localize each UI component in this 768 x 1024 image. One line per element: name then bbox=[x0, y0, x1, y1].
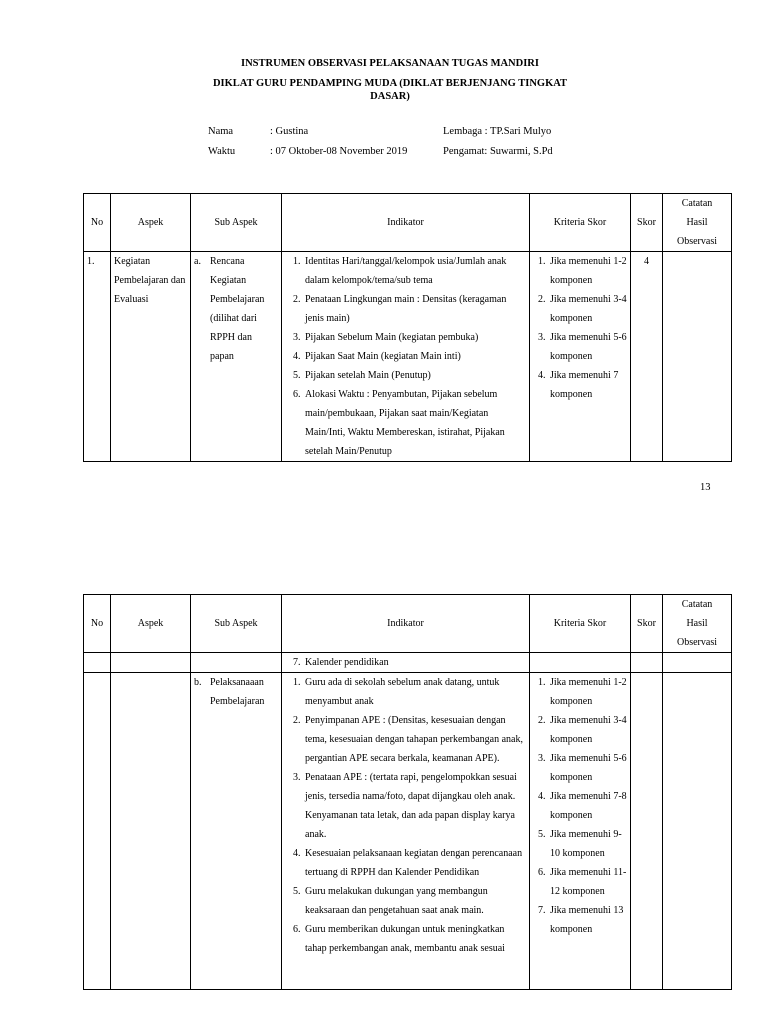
sub-aspek-marker: a. bbox=[194, 256, 201, 267]
row-aspek: Kegiatan Pembelajaran dan Evaluasi bbox=[111, 252, 191, 462]
row-kriteria bbox=[530, 673, 631, 990]
pengamat-field: Pengamat: Suwarmi, S.Pd bbox=[443, 146, 553, 157]
row-indikator bbox=[282, 252, 530, 462]
carry-indikator bbox=[282, 653, 530, 673]
table-row bbox=[84, 653, 732, 673]
list-item: 2. Penataan Lingkungan main : Densitas (keragaman jenis main) bbox=[303, 290, 526, 328]
indikator-list bbox=[285, 673, 526, 958]
carry-no bbox=[84, 653, 111, 673]
list-item: 1. Jika memenuhi 1-2 komponen bbox=[548, 252, 627, 290]
catatan-line-2: Hasil bbox=[686, 618, 708, 629]
table-row bbox=[84, 673, 732, 990]
list-item: 3. Penataan APE : (tertata rapi, pengelompokkan sesuai jenis, tersedia nama/foto, dapat dijangkau oleh anak. Kenyamanan tata letak, dan ada papan display karya anak. bbox=[303, 768, 526, 844]
carry-sub-aspek bbox=[191, 653, 282, 673]
catatan-line-3: Observasi bbox=[677, 236, 717, 247]
row-aspek bbox=[111, 673, 191, 990]
list-item: 2. Penyimpanan APE : (Densitas, kesesuaian dengan tema, kesesuaian dengan tahapan perkembangan anak, pergantian APE secara berkala, keamanan APE). bbox=[303, 711, 526, 768]
list-item: 1. Jika memenuhi 1-2 komponen bbox=[548, 673, 627, 711]
observation-table-page1 bbox=[83, 193, 732, 462]
col-no-header: No bbox=[84, 595, 111, 653]
col-catatan-header bbox=[663, 595, 732, 653]
list-item: 2. Jika memenuhi 3-4 komponen bbox=[548, 711, 627, 749]
list-item: 5. Guru melakukan dukungan yang membangun keaksaraan dan pengetahuan saat anak main. bbox=[303, 882, 526, 920]
nama-value: : Gustina bbox=[270, 126, 309, 137]
catatan-line-3: Observasi bbox=[677, 637, 717, 648]
list-item: 4. Kesesuaian pelaksanaan kegiatan dengan perencanaan tertuang di RPPH dan Kalender Pendidikan bbox=[303, 844, 526, 882]
list-item: 7. Jika memenuhi 13 komponen bbox=[548, 901, 627, 939]
list-item: 2. Jika memenuhi 3-4 komponen bbox=[548, 290, 627, 328]
row-catatan bbox=[663, 673, 732, 990]
list-item: 5. Pijakan setelah Main (Penutup) bbox=[303, 366, 526, 385]
waktu-label: Waktu bbox=[208, 146, 236, 157]
carry-kriteria bbox=[530, 653, 631, 673]
list-item: 7. Kalender pendidikan bbox=[303, 653, 526, 672]
carry-catatan bbox=[663, 653, 732, 673]
row-catatan bbox=[663, 252, 732, 462]
list-item: 6. Guru memberikan dukungan untuk meningkatkan tahap perkembangan anak, membantu anak sesuai bbox=[303, 920, 526, 958]
observation-table-page2 bbox=[83, 594, 732, 990]
list-item: 4. Pijakan Saat Main (kegiatan Main inti) bbox=[303, 347, 526, 366]
row-sub-aspek bbox=[191, 673, 282, 990]
row-kriteria bbox=[530, 252, 631, 462]
col-sub-aspek-header: Sub Aspek bbox=[191, 595, 282, 653]
col-skor-header: Skor bbox=[631, 194, 663, 252]
list-item: 3. Pijakan Sebelum Main (kegiatan pembuka) bbox=[303, 328, 526, 347]
col-kriteria-header: Kriteria Skor bbox=[530, 595, 631, 653]
table-header-row bbox=[84, 194, 732, 252]
sub-aspek-text: Pelaksanaaan Pembelajaran bbox=[210, 677, 265, 707]
indikator-list bbox=[285, 252, 526, 461]
row-skor bbox=[631, 673, 663, 990]
sub-aspek-text: Rencana Kegiatan Pembelajaran (dilihat dari RPPH dan papan bbox=[210, 256, 265, 362]
col-sub-aspek-header: Sub Aspek bbox=[191, 194, 282, 252]
table-row bbox=[84, 252, 732, 462]
list-item: 5. Jika memenuhi 9-10 komponen bbox=[548, 825, 627, 863]
col-catatan-header bbox=[663, 194, 732, 252]
waktu-value: : 07 Oktober-08 November 2019 bbox=[270, 146, 408, 157]
list-item: 4. Jika memenuhi 7 komponen bbox=[548, 366, 627, 404]
list-item: 1. Identitas Hari/tanggal/kelompok usia/Jumlah anak dalam kelompok/tema/sub tema bbox=[303, 252, 526, 290]
kriteria-list bbox=[533, 673, 627, 939]
indikator-list bbox=[285, 653, 526, 672]
sub-aspek-marker: b. bbox=[194, 677, 202, 688]
carry-skor bbox=[631, 653, 663, 673]
col-indikator-header: Indikator bbox=[282, 194, 530, 252]
col-no-header: No bbox=[84, 194, 111, 252]
col-aspek-header: Aspek bbox=[111, 595, 191, 653]
document-subtitle: DIKLAT GURU PENDAMPING MUDA (DIKLAT BERJENJANG TINGKAT bbox=[212, 78, 568, 89]
col-skor-header: Skor bbox=[631, 595, 663, 653]
document-title: INSTRUMEN OBSERVASI PELAKSANAAN TUGAS MANDIRI bbox=[241, 58, 539, 69]
document-subtitle-cont: DASAR) bbox=[370, 91, 410, 102]
row-indikator bbox=[282, 673, 530, 990]
row-skor: 4 bbox=[631, 252, 663, 462]
list-item: 3. Jika memenuhi 5-6 komponen bbox=[548, 328, 627, 366]
row-no: 1. bbox=[84, 252, 111, 462]
catatan-line-2: Hasil bbox=[686, 217, 708, 228]
kriteria-list bbox=[533, 252, 627, 404]
list-item: 1. Guru ada di sekolah sebelum anak datang, untuk menyambut anak bbox=[303, 673, 526, 711]
list-item: 6. Alokasi Waktu : Penyambutan, Pijakan sebelum main/pembukaan, Pijakan saat main/Kegiatan Main/Inti, Waktu Membereskan, istirahat, Pijakan setelah Main/Penutup bbox=[303, 385, 526, 461]
carry-aspek bbox=[111, 653, 191, 673]
nama-label: Nama bbox=[208, 126, 234, 137]
list-item: 6. Jika memenuhi 11-12 komponen bbox=[548, 863, 627, 901]
list-item: 4. Jika memenuhi 7-8 komponen bbox=[548, 787, 627, 825]
page-number: 13 bbox=[700, 482, 711, 493]
catatan-line-1: Catatan bbox=[681, 198, 713, 209]
row-sub-aspek bbox=[191, 252, 282, 462]
list-item: 3. Jika memenuhi 5-6 komponen bbox=[548, 749, 627, 787]
col-kriteria-header: Kriteria Skor bbox=[530, 194, 631, 252]
table-header-row bbox=[84, 595, 732, 653]
col-indikator-header: Indikator bbox=[282, 595, 530, 653]
lembaga-field: Lembaga : TP.Sari Mulyo bbox=[443, 126, 552, 137]
catatan-line-1: Catatan bbox=[681, 599, 713, 610]
col-aspek-header: Aspek bbox=[111, 194, 191, 252]
row-no bbox=[84, 673, 111, 990]
